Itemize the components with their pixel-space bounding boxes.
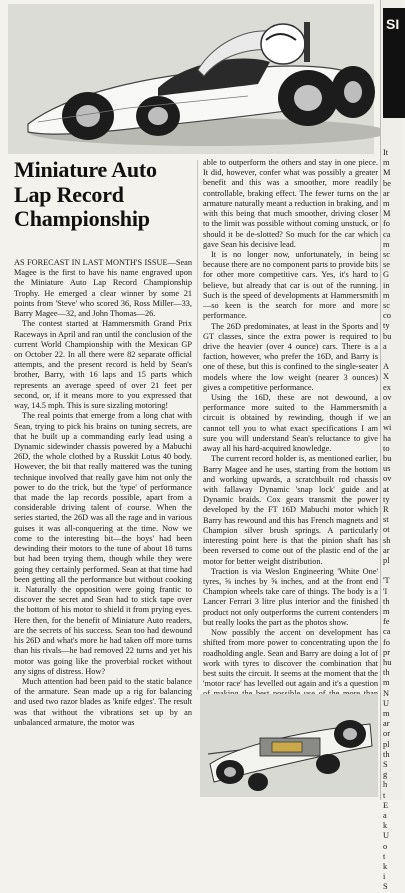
adjacent-text-fragment: t [383,790,386,800]
adjacent-text-fragment: ov [383,474,392,484]
adjacent-text-fragment: to [383,443,390,453]
adjacent-text-fragment: se [383,260,390,270]
adjacent-text-fragment: be [383,178,391,188]
adjacent-text-fragment: k [383,821,388,831]
adjacent-text-fragment: th [383,749,390,759]
adjacent-text-fragment: m [383,678,390,688]
adjacent-text-fragment: ca [383,229,391,239]
adjacent-text-fragment: t [383,851,386,861]
adjacent-text-fragment: ex [383,382,391,392]
adjacent-text-fragment: m [383,199,390,208]
adjacent-text-fragment: It [383,148,389,157]
article-column-1 [14,258,192,785]
paragraph: AS FORECAST IN LAST MONTH'S ISSUE—Sean Magee is the first to have his name engraved upon the Miniature Auto Lap Record Championship Trophy. He emerged a clear winner by some 21 points from 'Steve' who scored 36, Ross Miller—33, Barry Magee—32, and John Thomas—26. [14,258,192,319]
adjacent-text-fragment: co [383,311,391,321]
adjacent-text-fragment: S [383,882,388,892]
adjacent-text-fragment: th [383,668,390,678]
column-divider [197,160,198,690]
adjacent-text-fragment: ar [383,545,390,555]
adjacent-text-fragment: ha [383,433,391,443]
adjacent-text-fragment: pr [383,647,390,657]
adjacent-text-fragment: wi [383,423,392,433]
adjacent-text-fragment: an [383,413,391,423]
adjacent-text-fragment: fo [383,637,390,647]
adjacent-text-fragment: i [383,872,386,882]
paragraph: Now possibly the accent on development has shifted from more power to concentrating upon the roadholding angle. Sean and Barry are doing a lot of work with tyres to discover the combination that best suits the circuit. It seems at the moment that the 'motor race' has levelled out again and it's a question [203,628,378,689]
adjacent-text-fragment: G [383,270,390,280]
adjacent-text-fragment: U [383,698,390,708]
paragraph: The 26D predominates, at least in the Sports and GT classes, since the extra power is required to drive the heavier (over 4 ounce) cars. There is a faction, however, who prefer the 16D, and Barry is one of these, but this is confined to the single-seater models where the low weight (nearer 3 ounces) gives a competitive performance. [203,321,378,392]
paragraph: It is no longer now, unfortunately, in being because there are no component parts to provide bits for other more competitive cars. Yes, it's hard to believe, but already that car is out of the running. Such is the speed of developments at Hammersmith—so keen is the search for more and more performance. [203,249,378,321]
adjacent-text-fragment: bu [383,454,392,463]
chassis-photo [200,694,378,797]
adjacent-text-fragment: h [383,780,388,790]
adjacent-banner [383,8,405,118]
adjacent-text-fragment: bu [383,331,392,341]
paragraph: The contest started at Hammersmith Grand Prix Raceways in April and ran until the conclusion of the current World Championship with the Mexican GP on October 22. In all there were 82 separate official attempts, and the present record is held by Sean's brother, Barry, with 16 laps and 15 parts which represents an average speed of over 21 feet per second, or, if it means more to you expressed that way, 14.5 mph. This is sure sizzling motoring! [14,319,192,411]
adjacent-text-fragment: m [383,709,390,718]
adjacent-text-fragment: pl [383,739,390,749]
adjacent-text-fragment: hu [383,658,392,667]
paragraph: Traction is via Weslon Engineering 'White One' tyres, ⅝ inches by ⅝ inches, and at the front end Champion wheels take care of things. The body is a Lancer Ferrari 3 litre plus interior and the finished product not only outperforms the current contenders but really looks the part as the photos show. [203,566,378,627]
adjacent-text-fragment: ar [383,719,390,729]
adjacent-text-fragment: th [383,596,390,606]
adjacent-text-fragment: ar [383,188,390,198]
adjacent-text-fragment: pl [383,556,390,565]
adjacent-text-fragment: k [383,862,388,871]
adjacent-text-fragment: U [383,831,390,841]
paragraph: Using the 16D, these are not dewound, a performance more suited to the Hammersmith circuit is obtained by rewinding, though if we cannot tell you to what exact specifications I am sure you will understand Sean's reluctance to give away all his hard-acquired knowledge. [203,393,378,454]
adjacent-text-fragment: N [383,688,390,698]
adjacent-text-fragment: at [383,484,390,494]
adjacent-text-fragment: fe [383,617,390,627]
adjacent-text-fragment: m [383,239,390,249]
adjacent-text-fragment: 'T [383,576,390,586]
adjacent-text-fragment: M [383,209,391,219]
adjacent-text-fragment: ov [383,392,392,402]
adjacent-text-fragment: in [383,280,390,290]
adjacent-text-fragment: A [383,362,390,372]
adjacent-text-fragment: R [383,505,389,514]
adjacent-text-fragment: ca [383,627,391,637]
paragraph: Much attention had been paid to the static balance of the armature. Sean made up a rig for balancing and used two razor blades as 'knife edges'. The result was that without the vibrations set up by an unbalanced armature, the motor was [14,676,192,727]
adjacent-page-edge [380,0,404,892]
adjacent-text-fragment: ty [383,494,390,504]
adjacent-text-fragment: us [383,464,391,474]
chassis-illustration [200,694,378,797]
adjacent-text-fragment: ty [383,321,390,331]
adjacent-text-fragment: a [383,811,387,820]
adjacent-banner-text: SI [386,16,400,32]
race-car-photo [8,4,374,154]
adjacent-text-fragment: 'I [383,586,388,596]
adjacent-text-fragment: a [383,403,387,412]
article-column-2 [203,158,378,690]
adjacent-text-fragment: or [383,729,390,739]
adjacent-text-fragment: sc [383,250,390,259]
race-car-illustration [8,4,374,154]
adjacent-text-fragment: sh [383,535,391,545]
adjacent-text-fragment: st [383,515,389,525]
paragraph: able to outperform the others and stay in one piece. It did, however, confer what was possibly a greater benefit and this was a smoother, more readily controllable, braking effect. The fewer turns on the armature naturally meant a reduction in braking, and with this being that much smoother, driving closer to the limit was possible without coming unstuck, or should it be de-slotted? So much for the car which gave Sean his decisive lead. [203,158,378,249]
adjacent-text-fragment: a [383,341,387,351]
adjacent-text-fragment: m [383,607,390,616]
adjacent-text-fragment: X [383,372,390,382]
adjacent-text-fragment: m [383,290,390,300]
adjacent-text-fragment: fo [383,219,390,229]
paragraph: The real points that emerge from a long chat with Sean, trying to pick his brains on tuning secrets, are that he built up a commanding early lead using a Dynamic sidewinder chassis powered by a Mabuchi 26D, the whole clothed by a Russkit Lotus 40 body. However, the bit that really mattered was the tuning technique involved that really gave him not only the power to do the trick, but the 'type' of performance that made the lap records possible, apart from a considerable driving talent of course. When the series started, the 26D was all the rage and in various guises it was all-conquering at the time. Now we come to the interesting bit—the boys' had been dewinding their motors to the tune of about 18 turns but had been trying them, though while they were going they certainly performed. Sean at that time had been getting all the performance but without cooking it. Naturally the opposition were going frantic to discover the secret and Sean had to stick tape over the bottom of his motor to shield it from prying eyes. Here then, for the benefit of Miniature Auto readers, are the secrets of his success. Sean too had dewound his 26D and what's more he had taken off more turns than his rivals—he had removed 22 turns and yet his motor was going like the proverbial rocket without any signs of distress. How? [14,411,192,676]
adjacent-text-fragment: o [383,841,388,851]
adjacent-text-fragment: g [383,770,388,780]
adjacent-text-fragment: S [383,760,388,769]
adjacent-text-fragment: sc [383,301,390,310]
article-title: Miniature Auto Lap Record Championship [14,157,157,231]
adjacent-text-fragment: m [383,158,390,168]
adjacent-text-fragment: ot [383,525,390,535]
adjacent-text-fragment: M [383,168,391,178]
paragraph: The current record holder is, as mentioned earlier, Barry Magee and he uses, starting from the bottom and working upwards, a scratchbuilt rod chassis with fallaway Dynamic 'snap lock' guide and Dynamic braids. Cox gears transmit the power developed by the FT 16D Mabuchi motor which Barry has rewound and this has French magnets and Champion silver brush springs. A particularly interesting point here is that the pinion shaft has been reversed to come out of the plastic end of the motor for better weight distribution. [203,454,378,566]
adjacent-text-fragment: E [383,800,389,810]
